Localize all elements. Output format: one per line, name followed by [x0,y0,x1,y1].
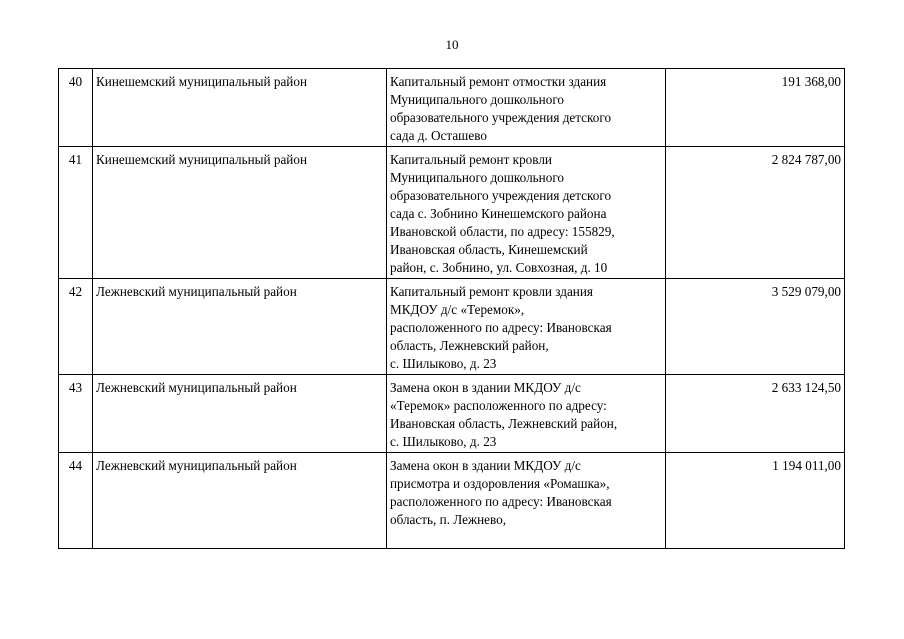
district-cell: Кинешемский муниципальный район [93,147,387,279]
description-line: Ивановская область, Лежневский район, [390,416,618,431]
description-cell [387,147,666,279]
table-row [59,279,845,375]
description-line: Муниципального дошкольного [390,170,564,185]
description-line: образовательного учреждения детского [390,188,612,203]
data-table [58,68,845,549]
description-line: Замена окон в здании МКДОУ д/с [390,380,581,395]
description-line: Замена окон в здании МКДОУ д/с [390,458,581,473]
district-cell: Лежневский муниципальный район [93,279,387,375]
description-line: Ивановской области, по адресу: 155829, [390,224,615,239]
description-line: Капитальный ремонт отмостки здания [390,74,607,89]
table-row [59,147,845,279]
table-row [59,375,845,453]
description-line: сада с. Зобнино Кинешемского района [390,206,607,221]
row-number-cell: 42 [59,279,93,375]
description-line: с. Шилыково, д. 23 [390,434,497,449]
amount-cell: 1 194 011,00 [666,453,845,549]
description-line: образовательного учреждения детского [390,110,612,125]
page-number: 10 [445,37,459,52]
description-line: область, Лежневский район, [390,338,549,353]
table-row [59,69,845,147]
description-line: Капитальный ремонт кровли [390,152,552,167]
district-cell: Лежневский муниципальный район [93,453,387,549]
row-number-cell: 44 [59,453,93,549]
description-line: область, п. Лежнево, [390,512,507,527]
district-cell: Кинешемский муниципальный район [93,69,387,147]
row-number-cell: 41 [59,147,93,279]
amount-cell: 2 824 787,00 [666,147,845,279]
description-line: Ивановская область, Кинешемский [390,242,588,257]
description-cell [387,375,666,453]
description-line: Капитальный ремонт кровли здания [390,284,593,299]
description-line: присмотра и оздоровления «Ромашка», [390,476,610,491]
description-line: «Теремок» расположенного по адресу: [390,398,607,413]
description-line: район, с. Зобнино, ул. Совхозная, д. 10 [390,260,608,275]
amount-cell: 2 633 124,50 [666,375,845,453]
amount-cell: 191 368,00 [666,69,845,147]
description-cell [387,279,666,375]
description-line: Муниципального дошкольного [390,92,564,107]
description-cell [387,69,666,147]
description-line: МКДОУ д/с «Теремок», [390,302,525,317]
description-line: сада д. Осташево [390,128,487,143]
description-line: расположенного по адресу: Ивановская [390,320,612,335]
table-row [59,453,845,549]
table-body [59,69,845,549]
row-number-cell: 40 [59,69,93,147]
description-line: с. Шилыково, д. 23 [390,356,497,371]
district-cell: Лежневский муниципальный район [93,375,387,453]
row-number-cell: 43 [59,375,93,453]
amount-cell: 3 529 079,00 [666,279,845,375]
description-cell [387,453,666,549]
description-line: расположенного по адресу: Ивановская [390,494,612,509]
